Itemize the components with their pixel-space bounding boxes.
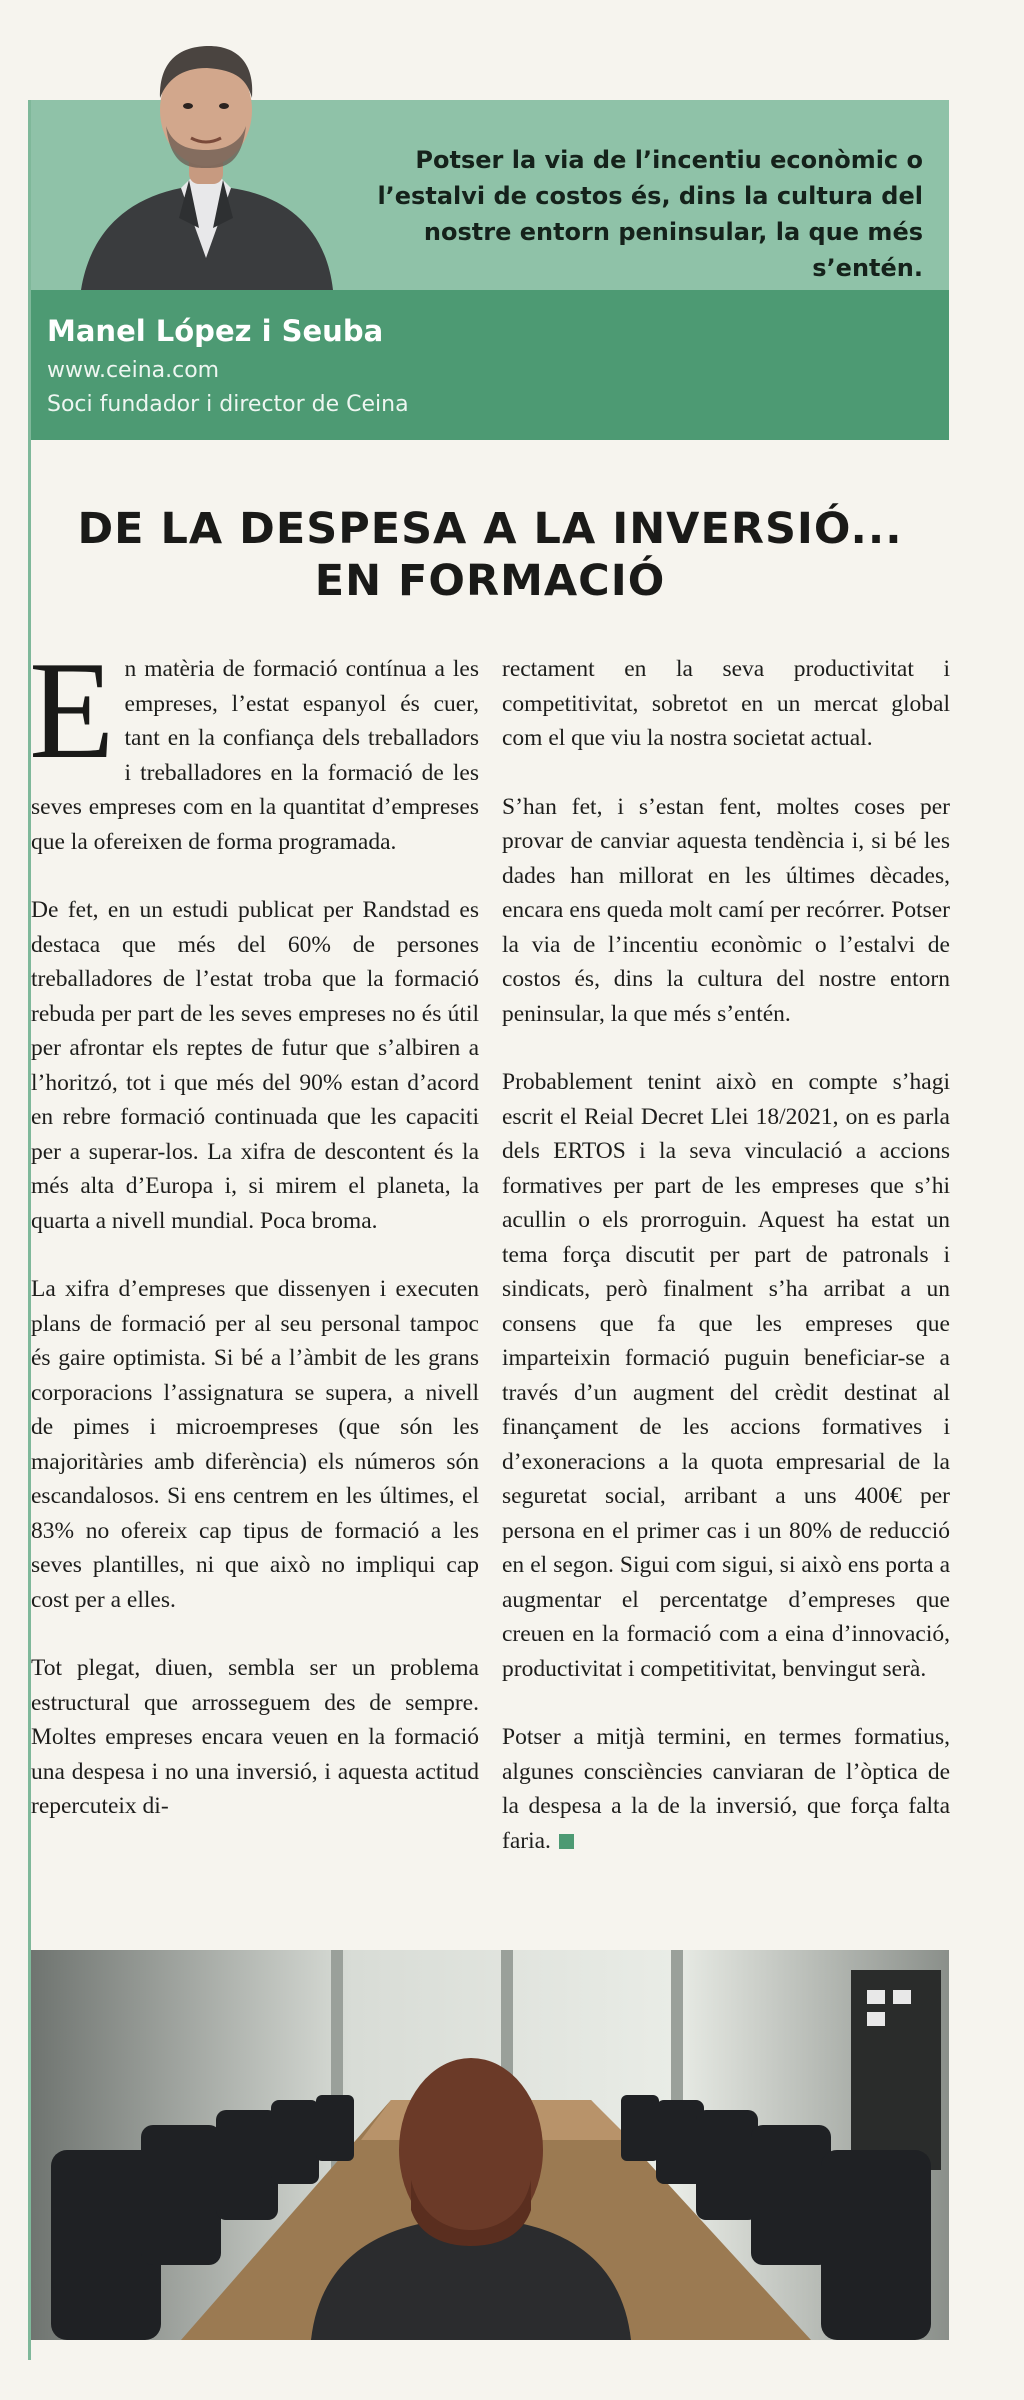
author-portrait — [71, 28, 341, 290]
end-of-article-mark — [559, 1834, 574, 1849]
pull-quote: Potser la via de l’incentiu econòmic o l’estalvi de costos és, dins la cultura del nostre entorn peninsular, la que més s’entén. — [377, 146, 923, 282]
paragraph-1-text: n matèria de formació contínua a les empreses, l’estat espanyol és cuer, tant en la confiança dels treballadors i treballadores en la formació de les seves empreses com en la quantitat d’empreses que la ofereixen de forma programada. — [31, 656, 479, 855]
paragraph-4-part-2: rectament en la seva productivitat i competitivitat, sobretot en un mercat global com el que viu la nostra societat actual. — [502, 656, 950, 751]
paragraph-3: La xifra d’empreses que dissenyen i executen plans de formació per al seu personal tampoc és gaire optimista. Si bé a l’àmbit de les grans corporacions l’assignatura se supera, a nivell de pimes i microempreses (que són les majoritàries amb diferència) els números són escandalosos. Si ens centrem en les últimes, el 83% no ofereix cap tipus de formació a les seves plantilles, ni que això no impliqui cap cost per a elles. — [31, 1276, 479, 1613]
paragraph-1 — [29, 633, 479, 859]
meeting-room-photo — [31, 1950, 949, 2340]
author-website: www.ceina.com — [47, 358, 220, 383]
headline-line-1: DE LA DESPESA A LA INVERSIÓ... — [77, 503, 903, 554]
author-name: Manel López i Seuba — [47, 314, 384, 348]
paragraph-7-text: Potser a mitjà termini, en termes formatius, algunes consciències canviaran de l’òptica de la despesa a la de la inversió, que força falta faria. — [502, 1724, 950, 1854]
article-column-right — [502, 652, 950, 1892]
paragraph-7 — [502, 1720, 950, 1858]
paragraph-2: De fet, en un estudi publicat per Randstad es destaca que més del 60% de persones treballadores de l’estat troba que la formació rebuda per part de les seves empreses no és útil per afrontar els reptes de futur que s’albiren a l’horitzó, tot i que més del 90% estan d’acord en rebre formació continuada que les capaciti per a superar-los. La xifra de descontent és la més alta d’Europa i, si mirem el planeta, la quarta a nivell mundial. Poca broma. — [31, 897, 479, 1234]
author-band — [31, 290, 949, 440]
paragraph-6: Probablement tenint això en compte s’hagi escrit el Reial Decret Llei 18/2021, on es parla dels ERTOS i la seva vinculació a accions formatives per part de les empreses que s’hi acullin o els prorroguin. Aquest ha estat un tema força discutit per part de patronals i sindicats, però finalment s’ha arribat a un consens que fa que les empreses que imparteixin formació puguin beneficiar-se a través d’un augment del crèdit destinat al finançament de les accions formatives i d’exoneracions a la quota empresarial de la seguretat social, arribant a uns 400€ per persona en el primer cas i un 80% de reducció en el segon. Sigui com sigui, si això ens porta a augmentar el percentatge d’empreses que creuen en la formació com a eina d’innovació, productivitat i competitivitat, benvingut serà. — [502, 1069, 950, 1682]
article-column-left — [29, 633, 479, 1858]
author-role: Soci fundador i director de Ceina — [47, 392, 409, 417]
paragraph-5: S’han fet, i s’estan fent, moltes coses per provar de canviar aquesta tendència i, si bé les dades han millorat en les últimes dècades, encara ens queda molt camí per recórrer. Potser la via de l’incentiu econòmic o l’estalvi de costos és, dins la cultura del nostre entorn peninsular, la que més s’entén. — [502, 793, 950, 1027]
paragraph-4-part-1: Tot plegat, diuen, sembla ser un problema estructural que arrosseguem des de sempre. Moltes empreses encara veuen en la formació una despesa i no una inversió, i aquesta actitud repercuteix di- — [31, 1655, 479, 1819]
meeting-room-illustration — [31, 1950, 949, 2340]
drop-cap: E — [29, 633, 115, 788]
headline-line-2: EN FORMACIÓ — [314, 556, 666, 607]
author-header — [31, 100, 949, 440]
headline — [31, 503, 949, 608]
